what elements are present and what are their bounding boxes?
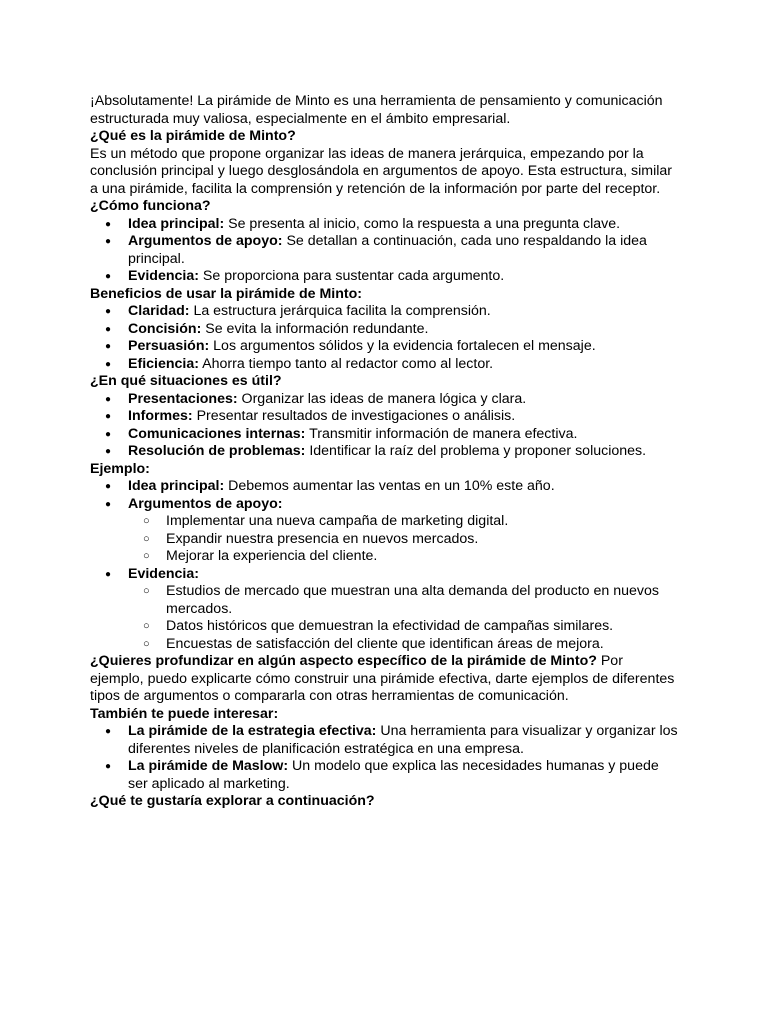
list-item (90, 443, 680, 461)
closing-question: ¿Qué te gustaría explorar a continuación? (90, 793, 375, 809)
item-term: Persuasión: (128, 338, 210, 354)
item-text: Una herramienta para visualizar y organizar los diferentes niveles de planificación estratégica en una empresa. (128, 723, 678, 757)
deeper-text: Por ejemplo, puedo explicarte cómo construir una pirámide efectiva, darte ejemplos de diferentes tipos de argumentos o compararla con otras herramientas de comunicación. (90, 653, 675, 704)
sub-list-item: ○ Mejorar la experiencia del cliente. (90, 548, 680, 566)
item-text: Se evita la información redundante. (201, 320, 429, 337)
item-text: Se proporciona para sustentar cada argumento. (198, 268, 505, 284)
intro-paragraph: ¡Absolutamente! La pirámide de Minto es una herramienta de pensamiento y comunicación estructurada muy valiosa, especialmente en el ámbito empresarial. (90, 93, 663, 127)
list-item (90, 426, 680, 444)
list-item (90, 478, 680, 496)
item-term: Resolución de problemas: (128, 443, 306, 459)
item-term: Claridad: (128, 303, 190, 319)
item-term: Idea principal: (128, 478, 225, 494)
what-is-paragraph: Es un método que propone organizar las ideas de manera jerárquica, empezando por la conclusión principal y luego desglosándola en argumentos de apoyo. Esta estructura, similar a una pirámide, facilita la comprensión y retención de la información por parte del receptor. (90, 145, 673, 197)
item-term: Presentaciones: (128, 390, 238, 407)
list-item (90, 338, 680, 356)
list-item (90, 321, 680, 339)
heading-situations: ¿En qué situaciones es útil? (90, 373, 282, 389)
related-list (90, 723, 680, 793)
list-item (90, 391, 680, 409)
list-item (90, 356, 680, 374)
list-item (90, 216, 680, 234)
item-text: Presentar resultados de investigaciones o análisis. (192, 408, 516, 424)
item-text: Ahorra tiempo tanto al redactor como al lector. (198, 355, 494, 372)
item-term: Evidencia: (128, 565, 199, 582)
sub-list-item: ○ Encuestas de satisfacción del cliente que identifican áreas de mejora. (90, 636, 680, 654)
list-item (90, 496, 680, 514)
list-item (90, 233, 680, 268)
item-text: Los argumentos sólidos y la evidencia fortalecen el mensaje. (209, 338, 596, 354)
sub-list-item: ○ Expandir nuestra presencia en nuevos mercados. (90, 531, 680, 549)
list-item (90, 408, 680, 426)
deeper-question: ¿Quieres profundizar en algún aspecto específico de la pirámide de Minto? (90, 653, 597, 669)
item-term: Argumentos de apoyo: (128, 495, 283, 512)
item-text: Identificar la raíz del problema y proponer soluciones. (305, 443, 647, 459)
list-item (90, 303, 680, 321)
situations-list (90, 391, 680, 461)
sub-list-item: ○ Datos históricos que demuestran la efectividad de campañas similares. (90, 618, 680, 636)
item-text: Transmitir información de manera efectiva. (305, 425, 578, 442)
item-text: Se presenta al inicio, como la respuesta a una pregunta clave. (224, 215, 621, 232)
item-text: Un modelo que explica las necesidades humanas y puede ser aplicado al marketing. (128, 758, 659, 792)
item-term: Idea principal: (128, 215, 225, 232)
item-term: Concisión: (128, 320, 202, 337)
item-term: La pirámide de Maslow: (128, 758, 289, 774)
item-term: Informes: (128, 408, 193, 424)
heading-what-is: ¿Qué es la pirámide de Minto? (90, 128, 296, 144)
deeper-paragraph (90, 653, 680, 706)
sub-list-item: ○ Estudios de mercado que muestran una alta demanda del producto en nuevos mercados. (90, 583, 680, 618)
item-term: Eficiencia: (128, 355, 199, 372)
how-it-works-list (90, 216, 680, 286)
item-term: La pirámide de la estrategia efectiva: (128, 723, 377, 739)
example-list (90, 478, 680, 653)
item-text: Se detallan a continuación, cada uno respaldando la idea principal. (128, 233, 647, 267)
item-term: Comunicaciones internas: (128, 425, 306, 442)
sub-list-item: ○ Implementar una nueva campaña de marketing digital. (90, 513, 680, 531)
item-text: Organizar las ideas de manera lógica y clara. (237, 390, 527, 407)
list-item (90, 566, 680, 584)
item-term: Evidencia: (128, 268, 199, 284)
document-body (90, 93, 680, 811)
list-item (90, 723, 680, 758)
heading-how-it-works: ¿Cómo funciona? (90, 198, 211, 214)
heading-example: Ejemplo: (90, 460, 150, 477)
benefits-list (90, 303, 680, 373)
list-item (90, 268, 680, 286)
heading-related: También te puede interesar: (90, 705, 279, 722)
item-text: La estructura jerárquica facilita la comprensión. (189, 303, 491, 319)
list-item (90, 758, 680, 793)
item-term: Argumentos de apoyo: (128, 233, 283, 249)
heading-benefits: Beneficios de usar la pirámide de Minto: (90, 285, 362, 302)
item-text: Debemos aumentar las ventas en un 10% este año. (224, 478, 555, 494)
